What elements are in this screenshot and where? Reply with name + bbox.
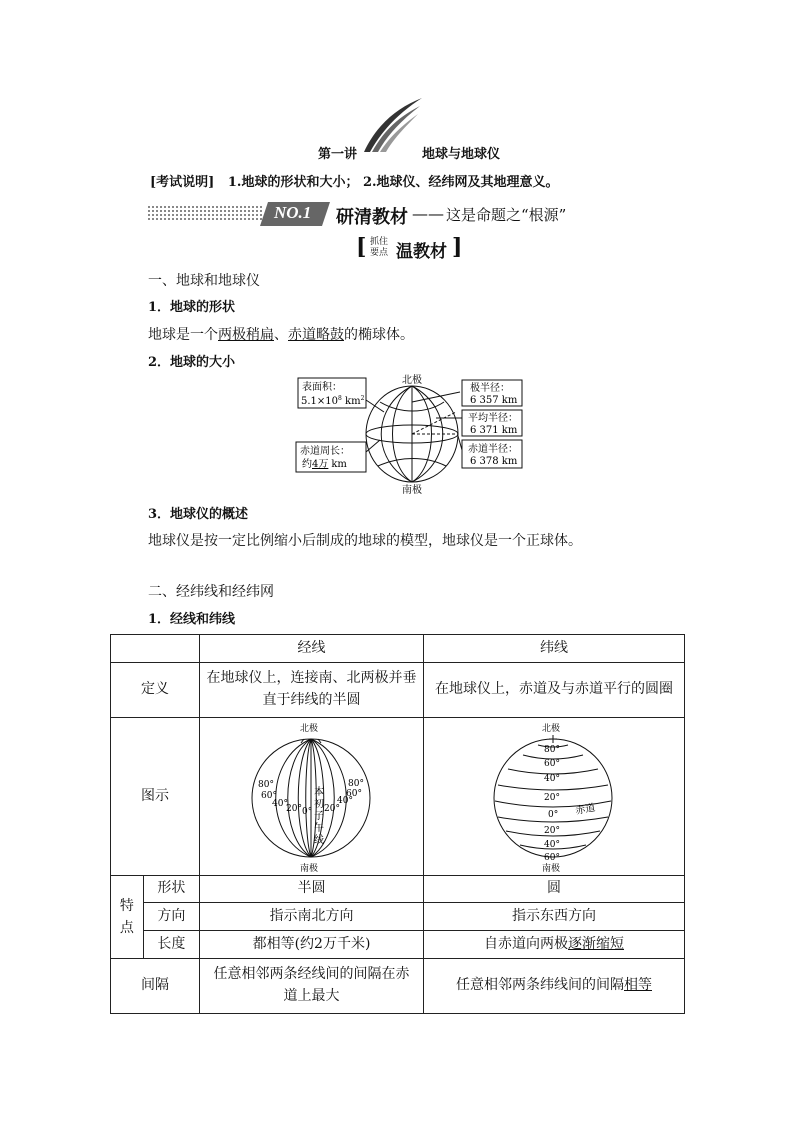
fig1-polar-label: 极半径： — [470, 383, 510, 394]
fig1-area-label: 表面积： — [302, 382, 342, 393]
section1-heading: 一、地球和地球仪 — [148, 273, 260, 289]
int-meridian-line2: 道上最大 — [283, 988, 340, 1004]
par-60: 60° — [544, 758, 560, 769]
par-south: 南极 — [542, 863, 561, 874]
int-meridian — [200, 959, 424, 1014]
table-row — [111, 663, 685, 718]
def-parallel: 在地球仪上，赤道及与赤道平行的圆圈 — [424, 663, 685, 718]
banner-badge: NO.1 — [274, 203, 312, 222]
table-row — [111, 903, 685, 931]
table-row — [111, 635, 685, 663]
par-40s: 40° — [544, 839, 560, 850]
mer-prime-1: 本 — [314, 786, 325, 798]
fig-meridian-cell — [200, 718, 424, 876]
mer-prime-3: 子 — [314, 810, 325, 822]
row-dir: 方向 — [143, 903, 199, 931]
lecture-number: 第一讲 — [318, 147, 358, 162]
par-0: 0° — [548, 809, 559, 820]
def-meridian — [200, 663, 424, 718]
section1-item1-title: 1．地球的形状 — [148, 300, 236, 315]
study-tag — [356, 236, 464, 260]
exam-note-label: [考试说明] — [150, 175, 215, 190]
par-40: 40° — [544, 773, 560, 784]
shape-text-u1: 两极稍扁 — [218, 327, 274, 343]
row-def: 定义 — [111, 663, 200, 718]
shape-text-u2: 赤道略鼓 — [288, 327, 344, 343]
row-interval: 间隔 — [111, 959, 200, 1014]
section1-item2-title: 2．地球的大小 — [148, 355, 236, 370]
fig1-eq-value: 6 378 km — [470, 456, 518, 467]
meridian-parallel-table — [110, 634, 685, 1014]
fig1-south: 南极 — [402, 485, 422, 496]
section1-item1-text — [148, 324, 414, 344]
mer-right-40: 40° — [337, 795, 353, 806]
table-row — [111, 959, 685, 1014]
section1-item3-title: 3．地球仪的概述 — [148, 507, 249, 522]
table-row — [111, 876, 685, 903]
fig1-polar-value: 6 357 km — [470, 395, 518, 406]
int-parallel — [424, 959, 685, 1014]
row-shape: 形状 — [143, 876, 199, 903]
banner-sub: 这是命题之“根源” — [446, 206, 567, 224]
fig1-eq-label: 赤道半径： — [468, 444, 518, 455]
mer-left-80: 80° — [258, 779, 274, 790]
row-len: 长度 — [143, 931, 199, 959]
par-20s: 20° — [544, 825, 560, 836]
exam-note-items: 1.地球的形状和大小； 2.地球仪、经纬网及其地理意义。 — [227, 175, 559, 190]
exam-note — [150, 171, 559, 190]
shape-text-mid: 、 — [274, 327, 288, 343]
len-parallel-pre: 自赤道向两极 — [484, 935, 568, 952]
len-parallel — [424, 931, 685, 959]
earth-size-figure — [290, 372, 530, 496]
tag-small-2: 要点 — [370, 248, 389, 258]
section2-item1-title: 1．经线和纬线 — [148, 612, 236, 627]
def-meridian-line1: 在地球仪上，连接南、北两极并垂 — [206, 670, 417, 687]
table-row — [111, 931, 685, 959]
mer-right-60: 60° — [346, 788, 362, 799]
int-parallel-pre: 任意相邻两条纬线间的间隔 — [456, 977, 624, 994]
mer-prime-2: 初 — [314, 798, 325, 810]
mer-left-60: 60° — [261, 790, 277, 801]
fig1-mean-value: 6 371 km — [470, 425, 518, 436]
row-fig: 图示 — [111, 718, 200, 876]
mer-zero: 0° — [302, 806, 313, 817]
table-corner — [111, 635, 200, 663]
banner-stripes — [148, 206, 264, 222]
page-title: 地球与地球仪 — [422, 147, 501, 162]
dir-meridian: 指示南北方向 — [200, 903, 424, 931]
section1-item3-text: 地球仪是按一定比例缩小后制成的地球的模型，地球仪是一个正球体。 — [148, 533, 582, 549]
int-parallel-u: 相等 — [624, 977, 652, 994]
mer-right-80: 80° — [348, 778, 364, 789]
mer-south: 南极 — [300, 863, 319, 874]
mer-north: 北极 — [300, 723, 319, 734]
par-80: 80° — [544, 744, 560, 755]
mer-prime-5: 线 — [314, 834, 325, 846]
fig1-eq-circ-value: 约4万 km — [302, 459, 347, 470]
int-meridian-line1: 任意相邻两条经线间的间隔在赤 — [213, 966, 410, 983]
col-meridian: 经线 — [200, 635, 424, 663]
shape-text-pre: 地球是一个 — [148, 327, 218, 343]
shape-text-post: 的椭球体。 — [344, 327, 414, 343]
len-meridian: 都相等(约2万千米) — [200, 931, 424, 959]
def-meridian-line2: 直于纬线的半圆 — [262, 692, 361, 708]
row-feature-2: 点 — [119, 920, 134, 936]
parallel-figure — [424, 719, 683, 875]
col-parallel: 纬线 — [424, 635, 685, 663]
fig1-mean-label: 平均半径： — [468, 413, 518, 424]
banner-main: 研清教材 — [336, 207, 408, 228]
row-feature — [111, 876, 144, 959]
par-north: 北极 — [542, 723, 561, 734]
mer-right-20: 20° — [324, 803, 340, 814]
mer-left-40: 40° — [272, 798, 288, 809]
par-60s: 60° — [544, 852, 560, 863]
mer-prime-4: 午 — [314, 822, 325, 834]
par-equator: 赤道 — [574, 802, 597, 817]
section-banner — [148, 200, 688, 230]
len-parallel-u: 逐渐缩短 — [568, 935, 624, 952]
banner-dash: —— — [412, 204, 444, 223]
fig1-eq-circ-label: 赤道周长： — [300, 446, 350, 457]
fig-parallel-cell — [424, 718, 685, 876]
par-20n: 20° — [544, 792, 560, 803]
mer-left-20: 20° — [286, 803, 302, 814]
section2-heading: 二、经纬线和经纬网 — [148, 584, 274, 600]
tag-big: 温教材 — [396, 242, 447, 262]
tag-bracket-right: ] — [452, 234, 463, 260]
row-feature-1: 特 — [119, 897, 134, 914]
dir-parallel: 指示东西方向 — [424, 903, 685, 931]
table-row — [111, 718, 685, 876]
shape-meridian: 半圆 — [200, 876, 424, 903]
fig1-north: 北极 — [402, 375, 422, 386]
meridian-figure — [200, 719, 422, 875]
tag-bracket-left: [ — [356, 234, 367, 260]
fig1-area-value: $5.1\times 10^8$ $km^2$ — [301, 395, 365, 407]
header-swoosh-logo — [362, 96, 424, 154]
tag-small-1: 抓住 — [370, 237, 389, 247]
shape-parallel: 圆 — [424, 876, 685, 903]
